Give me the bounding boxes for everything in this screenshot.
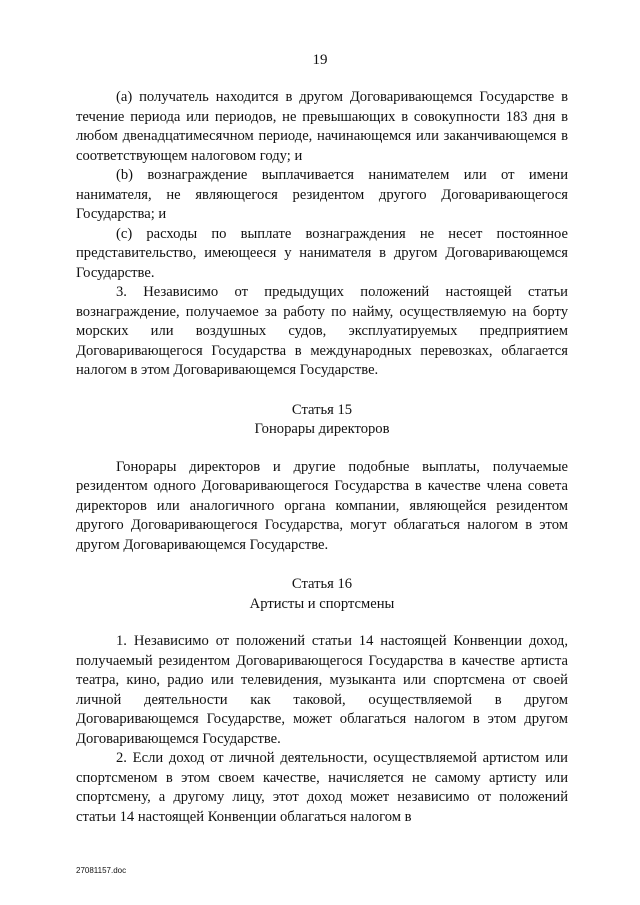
article-15-heading xyxy=(76,401,568,440)
article-15-title: Гонорары директоров xyxy=(254,421,390,437)
paragraph-c: (с) расходы по выплате вознаграждения не несет постоянное представительство, имеющееся у нанимателя в другом Договаривающемся Государстве. xyxy=(76,225,568,281)
file-name-footer: 27081157.doc xyxy=(76,866,127,875)
article-15-number: Статья 15 xyxy=(291,401,353,418)
article-16-title: Артисты и спортсмены xyxy=(249,595,395,612)
paragraph-3: 3. Независимо от предыдущих положений настоящей статьи вознаграждение, получаемое за работу по найму, осуществляемую на борту морских или воздушных судов, эксплуатируемых предприятием Договаривающегося Государства в международных перевозках, облагается налогом в этом Договаривающемся Государстве. xyxy=(76,284,568,378)
article-15-paragraph: Гонорары директоров и другие подобные выплаты, получаемые резидентом одного Договаривающегося Государства в качестве члена совета директоров или аналогичного органа компании, являющейся резидентом другого Договаривающегося Государства, могут облагаться налогом в этом другом Договаривающемся Государстве. xyxy=(76,458,568,553)
article-16-number: Статья 16 xyxy=(291,576,353,592)
article-16-paragraph-1: 1. Независимо от положений статьи 14 настоящей Конвенции доход, получаемый резидентом Договаривающегося Государства в качестве артиста театра, кино, радио или телевидения, музыканта или спортсмена от своей личной деятельности как таковой, осуществляемой в другом Договаривающемся Государстве, может облагаться налогом в этом другом Договаривающемся Государстве. xyxy=(76,633,568,747)
paragraph-b: (b) вознаграждение выплачивается нанимателем или от имени нанимателя, не являющегося резидентом другого Договаривающегося Государства; и xyxy=(76,167,568,222)
article-16-paragraph-2: 2. Если доход от личной деятельности, осуществляемой артистом или спортсменом в этом своем качестве, начисляется не самому артисту или спортсмену, а другому лицу, этот доход может независимо от положений статьи 14 настоящей Конвенции облагаться налогом в xyxy=(76,750,568,825)
paragraph-a: (а) получатель находится в другом Договаривающемся Государстве в течение периода или периодов, не превышающих в совокупности 183 дня в любом двенадцатимесячном периоде, начинающемся или заканчивающемся в соответствующем налоговом году; и xyxy=(76,89,568,164)
page-number: 19 xyxy=(312,52,328,68)
document-body xyxy=(76,88,568,827)
article-16-heading xyxy=(76,575,568,614)
